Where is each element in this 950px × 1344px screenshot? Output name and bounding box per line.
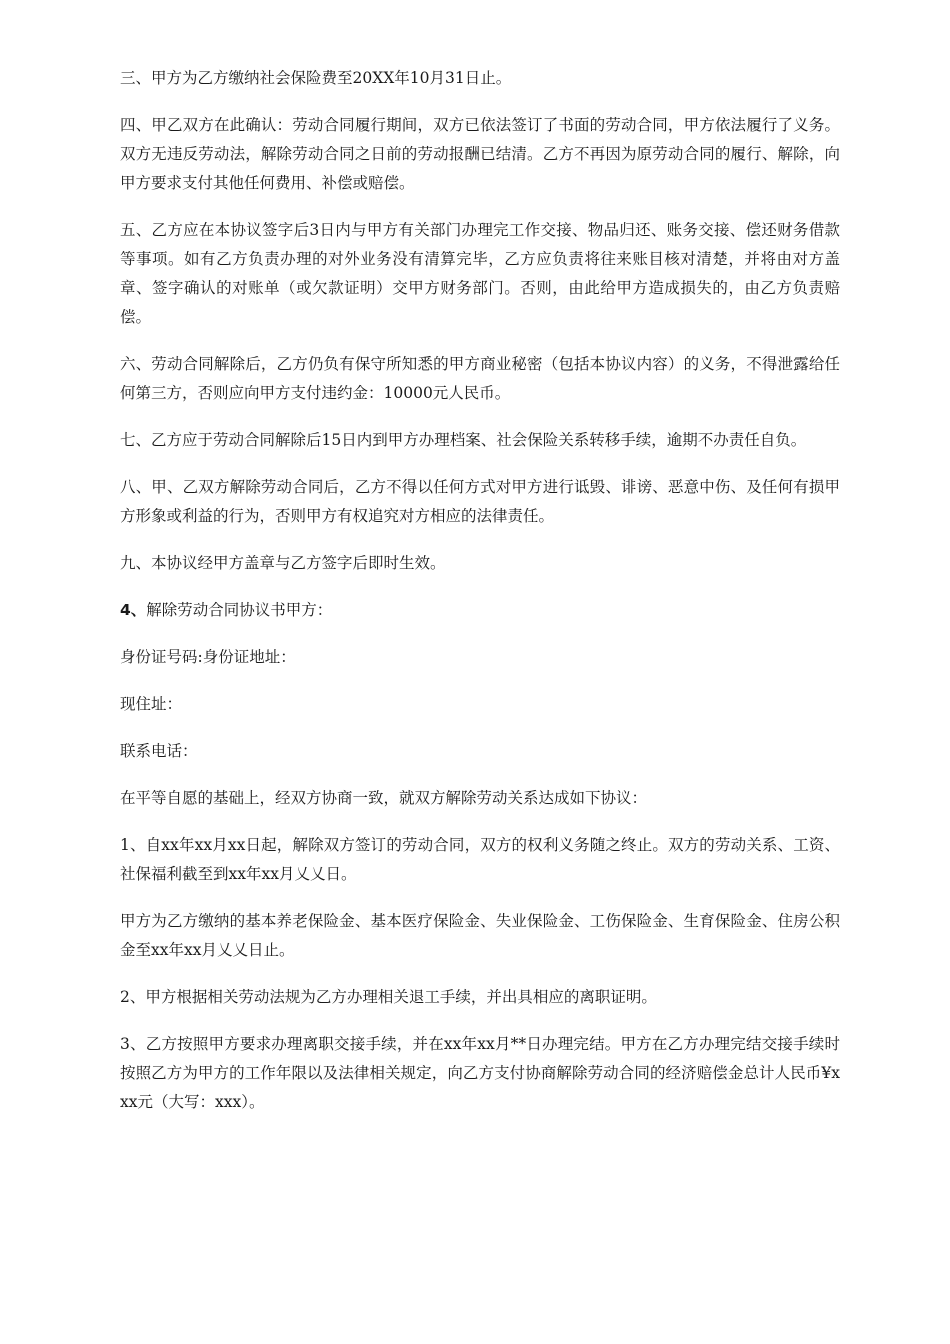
clause-7: 七、乙方应于劳动合同解除后15日内到甲方办理档案、社会保险关系转移手续，逾期不办责任自负。 xyxy=(120,431,807,449)
section-heading xyxy=(120,596,840,625)
address-line: 现住址： xyxy=(120,695,183,713)
clause-4: 四、甲乙双方在此确认：劳动合同履行期间，双方已依法签订了书面的劳动合同，甲方依法履行了义务。双方无违反劳动法，解除劳动合同之日前的劳动报酬已结清。乙方不再因为原劳动合同的履行、解除，向甲方要求支付其他任何费用、补偿或赔偿。 xyxy=(120,116,840,192)
article-1: 1、自xx年xx月xx日起，解除双方签订的劳动合同，双方的权利义务随之终止。双方的劳动关系、工资、社保福利截至到xx年xx月乂乂日。 xyxy=(120,836,840,883)
clause-3: 三、甲方为乙方缴纳社会保险费至20XX年10月31日止。 xyxy=(120,69,512,87)
section-number: 4、 xyxy=(120,601,147,619)
document-body xyxy=(120,64,840,1135)
article-3: 3、乙方按照甲方要求办理离职交接手续，并在xx年xx月**日办理完结。甲方在乙方办理完结交接手续时按照乙方为甲方的工作年限以及法律相关规定，向乙方支付协商解除劳动合同的经济赔偿金总计人民币¥xxx元（大写：xxx）。 xyxy=(120,1035,840,1111)
article-2: 2、甲方根据相关劳动法规为乙方办理相关退工手续，并出具相应的离职证明。 xyxy=(120,988,657,1006)
clause-8: 八、甲、乙双方解除劳动合同后，乙方不得以任何方式对甲方进行诋毁、诽谤、恶意中伤、及任何有损甲方形象或利益的行为，否则甲方有权追究对方相应的法律责任。 xyxy=(120,478,840,525)
phone-line: 联系电话： xyxy=(120,742,198,760)
preamble: 在平等自愿的基础上，经双方协商一致，就双方解除劳动关系达成如下协议： xyxy=(120,789,648,807)
clause-6: 六、劳动合同解除后，乙方仍负有保守所知悉的甲方商业秘密（包括本协议内容）的义务，不得泄露给任何第三方，否则应向甲方支付违约金：10000元人民币。 xyxy=(120,355,840,402)
insurance-paragraph: 甲方为乙方缴纳的基本养老保险金、基本医疗保险金、失业保险金、工伤保险金、生育保险金、住房公积金至xx年xx月乂乂日止。 xyxy=(120,912,840,959)
id-number-line: 身份证号码:身份证地址： xyxy=(120,648,296,666)
clause-5: 五、乙方应在本协议签字后3日内与甲方有关部门办理完工作交接、物品归还、账务交接、偿还财务借款等事项。如有乙方负责办理的对外业务没有清算完毕，乙方应负责将往来账目核对清楚，并将由对方盖章、签字确认的对账单（或欠款证明）交甲方财务部门。否则，由此给甲方造成损失的，由乙方负责赔偿。 xyxy=(120,221,840,326)
clause-9: 九、本协议经甲方盖章与乙方签字后即时生效。 xyxy=(120,554,446,572)
section-title: 解除劳动合同协议书甲方： xyxy=(146,601,333,619)
